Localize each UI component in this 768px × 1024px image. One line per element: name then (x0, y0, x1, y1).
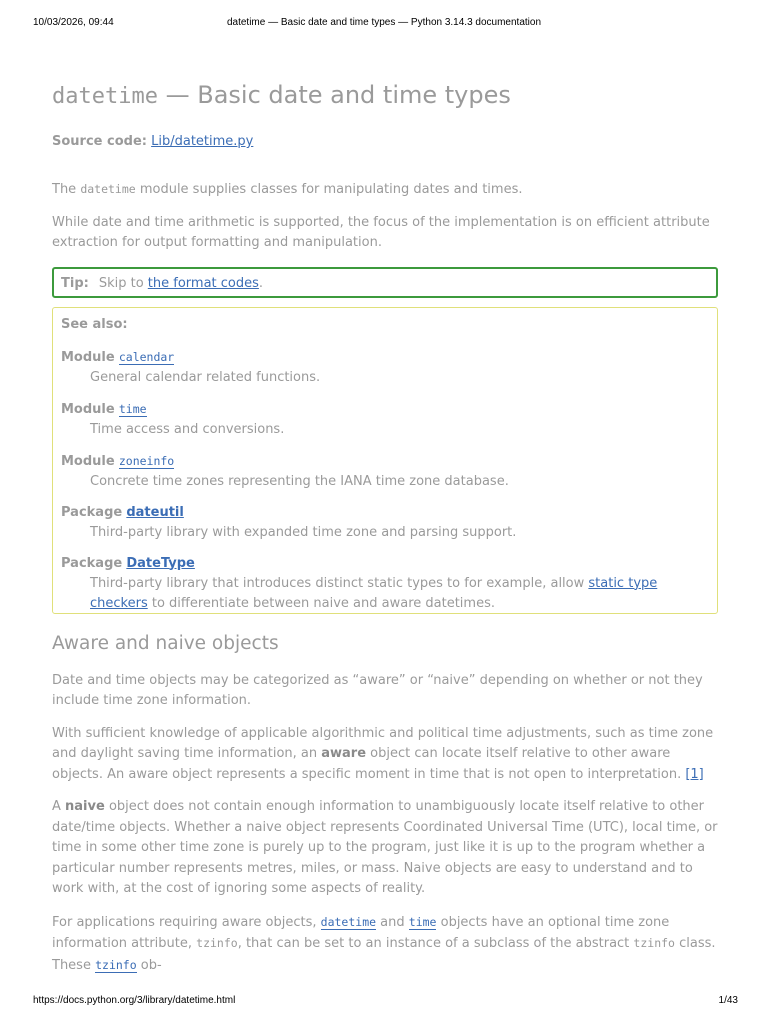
print-header (0, 17, 768, 31)
datetype-link[interactable]: DateType (126, 555, 195, 571)
format-codes-link[interactable]: the format codes (147, 275, 259, 291)
print-footer (0, 995, 768, 1009)
tip-box: Tip: Skip to the format codes. (52, 267, 718, 298)
print-page-title: datetime — Basic date and time types — Python 3.14.3 documentation (226, 17, 542, 28)
calendar-link[interactable]: calendar (118, 349, 175, 364)
tip-label: Tip: (61, 275, 89, 291)
inline-code: datetime (80, 182, 136, 196)
section-heading-aware-naive: Aware and naive objects (52, 632, 279, 654)
aware-paragraph-3: A naive object does not contain enough information to unambiguously locate itself relative to other date/time objects. Whether a naive object represents Coordinated Universal Time (UTC), local time, or time in some other time zone is purely up to the program, just like it is up to the program whether a particular number represents metres, miles, or mass. Naive objects are easy to understand and to work with, at the cost of ignoring some aspects of reality. (52, 799, 718, 896)
see-also-entry-dateutil: Package dateutil Third-party library with expanded time zone and parsing support. (61, 504, 517, 540)
static-type-checkers-link[interactable]: static type checkers (90, 575, 658, 611)
time-class-link[interactable]: time (408, 914, 437, 929)
page-title-module: datetime (52, 84, 158, 109)
page-title-rest: — Basic date and time types (157, 81, 511, 109)
see-also-entry-zoneinfo: Module zoneinfo Concrete time zones representing the IANA time zone database. (61, 453, 509, 489)
source-code-label: Source code: (52, 134, 147, 149)
aware-paragraph-1: Date and time objects may be categorized as “aware” or “naive” depending on whether or not they include time zone information. (52, 672, 703, 708)
source-code-line (52, 132, 718, 152)
see-also-entry-time: Module time Time access and conversions. (61, 401, 285, 437)
print-page-number: 1/43 (718, 995, 738, 1006)
see-also-entry-datetype: Package DateType Third-party library that introduces distinct static types to for example, allow static type checkers to differentiate between naive and aware datetimes. (61, 555, 658, 611)
source-code-link[interactable]: Lib/datetime.py (151, 134, 254, 149)
page-title (52, 78, 718, 114)
see-also-title: See also: (61, 316, 128, 332)
intro-paragraph-2: While date and time arithmetic is supported, the focus of the implementation is on efficient attribute extraction for output formatting and manipulation. (52, 214, 710, 250)
see-also-entry-calendar: Module calendar General calendar related functions. (61, 349, 321, 385)
print-url: https://docs.python.org/3/library/datetime.html (33, 995, 236, 1006)
aware-paragraph-4: For applications requiring aware objects, datetime and time objects have an optional time zone information attribute, tzinfo, that can be set to an instance of a subclass of the abstract tzinfo class. These tzinfo ob- (52, 914, 716, 973)
print-datetime: 10/03/2026, 09:44 (33, 17, 114, 28)
footnote-1-link[interactable]: [1] (685, 766, 704, 782)
aware-paragraph-2: With sufficient knowledge of applicable algorithmic and political time adjustments, such as time zone and daylight saving time information, an aware object can locate itself relative to other aware objects. An aware object represents a specific moment in time that is not open to interpretation. [1] (52, 725, 714, 782)
see-also-box (52, 307, 718, 614)
tzinfo-class-link[interactable]: tzinfo (95, 957, 137, 972)
inline-code-tzinfo-class: tzinfo (633, 936, 675, 950)
datetime-class-link[interactable]: datetime (320, 914, 377, 929)
dateutil-link[interactable]: dateutil (126, 504, 184, 520)
intro-paragraph-1: The datetime module supplies classes for manipulating dates and times. (52, 182, 523, 197)
document-body (52, 78, 718, 976)
zoneinfo-link[interactable]: zoneinfo (118, 453, 175, 468)
time-link[interactable]: time (118, 401, 147, 416)
inline-code-tzinfo-attr: tzinfo (196, 936, 238, 950)
